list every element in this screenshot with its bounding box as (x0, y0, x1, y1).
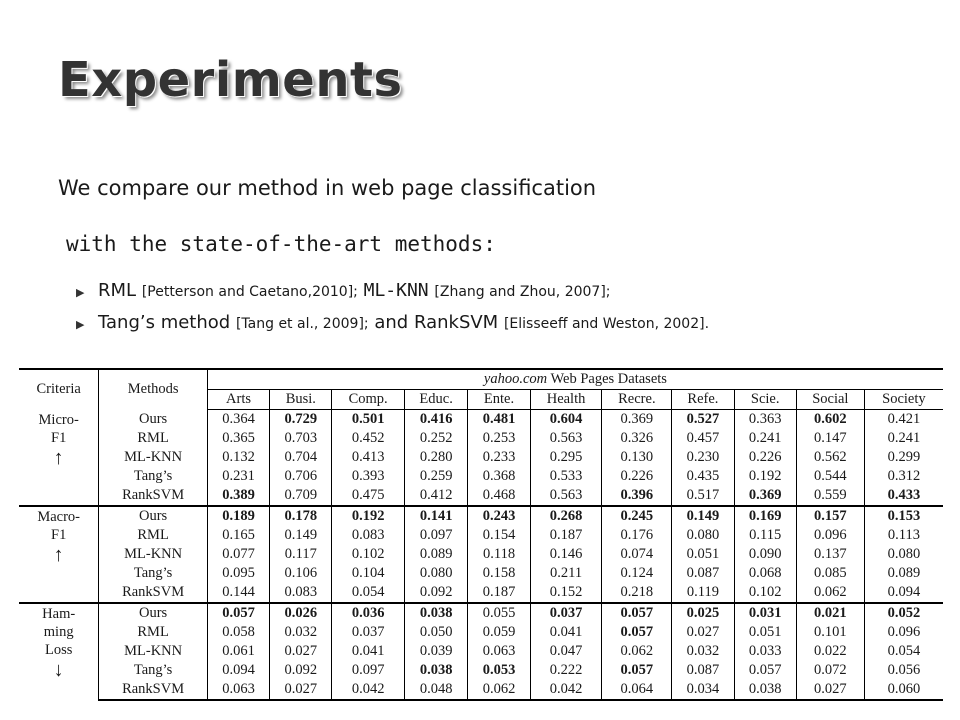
method-name-tang: Tang’s method (98, 312, 231, 333)
dataset-header: Scie. (734, 390, 796, 410)
criteria-label: ming (43, 624, 74, 640)
value-cell: 0.141 (404, 506, 468, 526)
criteria-cell (19, 506, 99, 603)
value-cell: 0.027 (672, 623, 734, 642)
value-cell: 0.192 (332, 506, 404, 526)
arrow-down-icon: ↓ (53, 659, 64, 681)
value-cell: 0.452 (332, 429, 404, 448)
value-cell: 0.152 (530, 583, 602, 603)
table-body (19, 410, 943, 701)
value-cell: 0.042 (530, 680, 602, 700)
value-cell: 0.501 (332, 410, 404, 430)
value-cell: 0.149 (270, 526, 332, 545)
value-cell: 0.245 (602, 506, 672, 526)
value-cell: 0.326 (602, 429, 672, 448)
value-cell: 0.080 (404, 564, 468, 583)
citation: [Elisseeff and Weston, 2002]. (503, 316, 710, 332)
method-cell: RML (99, 429, 208, 448)
value-cell: 0.230 (672, 448, 734, 467)
value-cell: 0.083 (270, 583, 332, 603)
table-row (19, 526, 943, 545)
value-cell: 0.433 (887, 487, 921, 503)
value-cell: 0.157 (796, 506, 864, 526)
value-cell: 0.259 (404, 467, 468, 486)
value-cell: 0.416 (404, 410, 468, 430)
bullet-item-1 (76, 280, 611, 301)
value-cell: 0.192 (734, 467, 796, 486)
value-cell: 0.034 (672, 680, 734, 700)
value-cell: 0.475 (332, 486, 404, 506)
value-cell: 0.517 (672, 486, 734, 506)
value-cell: 0.027 (796, 680, 864, 700)
value-cell: 0.729 (270, 410, 332, 430)
value-cell: 0.243 (468, 506, 530, 526)
value-cell: 0.563 (530, 429, 602, 448)
citation: [Petterson and Caetano,2010]; (141, 284, 358, 300)
value-cell: 0.054 (887, 643, 921, 659)
method-cell: Tang’s (99, 467, 208, 486)
value-cell: 0.038 (404, 603, 468, 623)
value-cell: 0.130 (602, 448, 672, 467)
value-cell: 0.312 (887, 468, 921, 484)
value-cell: 0.052 (864, 603, 943, 623)
value-cell: 0.226 (734, 448, 796, 467)
value-cell: 0.435 (672, 467, 734, 486)
table-caption-row (19, 369, 943, 390)
value-cell: 0.027 (270, 642, 332, 661)
method-cell: ML-KNN (99, 448, 208, 467)
value-cell: 0.089 (887, 565, 921, 581)
value-cell: 0.468 (468, 486, 530, 506)
table-row (19, 429, 943, 448)
value-cell: 0.280 (404, 448, 468, 467)
value-cell: 0.057 (734, 661, 796, 680)
value-cell: 0.706 (270, 467, 332, 486)
method-cell: RML (99, 526, 208, 545)
value-cell: 0.102 (734, 583, 796, 603)
value-cell: 0.412 (404, 486, 468, 506)
value-cell: 0.022 (796, 642, 864, 661)
value-cell: 0.457 (672, 429, 734, 448)
table-row (19, 506, 943, 526)
value-cell: 0.031 (734, 603, 796, 623)
conjunction: and (374, 312, 409, 333)
value-cell: 0.053 (468, 661, 530, 680)
value-cell: 0.218 (602, 583, 672, 603)
value-cell: 0.104 (332, 564, 404, 583)
table-row (19, 467, 943, 486)
value-cell: 0.090 (734, 545, 796, 564)
value-cell: 0.146 (530, 545, 602, 564)
value-cell: 0.389 (207, 486, 269, 506)
table-row (19, 661, 943, 680)
arrow-up-icon: ↑ (53, 446, 64, 469)
value-cell: 0.077 (207, 545, 269, 564)
value-cell: 0.368 (468, 467, 530, 486)
value-cell: 0.101 (796, 623, 864, 642)
value-cell: 0.113 (887, 527, 920, 543)
table-row (19, 680, 943, 700)
value-cell: 0.396 (602, 486, 672, 506)
value-cell: 0.119 (672, 583, 734, 603)
method-cell: Tang’s (99, 661, 208, 680)
slide-title: Experiments (58, 52, 403, 108)
table-row (19, 410, 943, 430)
value-cell: 0.189 (207, 506, 269, 526)
method-cell: ML-KNN (99, 642, 208, 661)
criteria-label: Ham- (42, 606, 76, 622)
value-cell: 0.021 (796, 603, 864, 623)
value-cell: 0.124 (602, 564, 672, 583)
value-cell: 0.178 (270, 506, 332, 526)
value-cell: 0.149 (672, 506, 734, 526)
value-cell: 0.369 (602, 410, 672, 430)
value-cell: 0.089 (404, 545, 468, 564)
value-cell: 0.064 (602, 680, 672, 700)
value-cell: 0.144 (207, 583, 269, 603)
value-cell: 0.055 (468, 603, 530, 623)
method-cell: ML-KNN (99, 545, 208, 564)
value-cell: 0.054 (332, 583, 404, 603)
dataset-header: Society (864, 390, 943, 410)
method-name-rml: RML (98, 280, 137, 301)
value-cell: 0.057 (602, 603, 672, 623)
value-cell: 0.042 (332, 680, 404, 700)
criteria-cell (19, 410, 99, 507)
value-cell: 0.096 (887, 624, 921, 640)
value-cell: 0.533 (530, 467, 602, 486)
value-cell: 0.527 (672, 410, 734, 430)
dataset-header: Social (796, 390, 864, 410)
value-cell: 0.295 (530, 448, 602, 467)
citation: [Tang et al., 2009]; (235, 316, 369, 332)
method-cell: RankSVM (99, 486, 208, 506)
dataset-header: Ente. (468, 390, 530, 410)
table-row (19, 564, 943, 583)
dataset-header: Comp. (332, 390, 404, 410)
method-cell: Tang’s (99, 564, 208, 583)
value-cell: 0.085 (796, 564, 864, 583)
value-cell: 0.481 (468, 410, 530, 430)
value-cell: 0.147 (796, 429, 864, 448)
value-cell: 0.231 (207, 467, 269, 486)
dataset-header: Health (530, 390, 602, 410)
citation: [Zhang and Zhou, 2007]; (434, 284, 611, 300)
value-cell: 0.165 (207, 526, 269, 545)
method-name-ranksvm: RankSVM (413, 312, 499, 333)
value-cell: 0.087 (672, 661, 734, 680)
value-cell: 0.604 (530, 410, 602, 430)
value-cell: 0.563 (530, 486, 602, 506)
value-cell: 0.253 (468, 429, 530, 448)
criteria-label: F1 (51, 429, 67, 446)
methods-header: Methods (99, 369, 208, 410)
value-cell: 0.032 (270, 623, 332, 642)
bullet-arrow-icon: ▶ (76, 318, 85, 331)
value-cell: 0.187 (530, 526, 602, 545)
value-cell: 0.097 (404, 526, 468, 545)
value-cell: 0.709 (270, 486, 332, 506)
value-cell: 0.094 (887, 584, 921, 600)
method-name-mlknn: ML-KNN (363, 280, 429, 301)
value-cell: 0.057 (602, 661, 672, 680)
method-cell: RankSVM (99, 583, 208, 603)
value-cell: 0.037 (332, 623, 404, 642)
value-cell: 0.118 (468, 545, 530, 564)
bullet-item-2 (76, 312, 709, 333)
value-cell: 0.132 (207, 448, 269, 467)
value-cell: 0.087 (672, 564, 734, 583)
value-cell: 0.074 (602, 545, 672, 564)
value-cell: 0.096 (796, 526, 864, 545)
value-cell: 0.072 (796, 661, 864, 680)
table-row (19, 583, 943, 603)
criteria-cell (19, 603, 99, 700)
value-cell: 0.092 (404, 583, 468, 603)
value-cell: 0.222 (530, 661, 602, 680)
value-cell: 0.363 (734, 410, 796, 430)
value-cell: 0.080 (887, 546, 921, 562)
value-cell: 0.241 (734, 429, 796, 448)
value-cell: 0.115 (734, 526, 796, 545)
value-cell: 0.062 (602, 642, 672, 661)
value-cell: 0.062 (468, 680, 530, 700)
value-cell: 0.169 (734, 506, 796, 526)
value-cell: 0.703 (270, 429, 332, 448)
value-cell: 0.039 (404, 642, 468, 661)
value-cell: 0.047 (530, 642, 602, 661)
dataset-header: Refe. (672, 390, 734, 410)
method-cell: RML (99, 623, 208, 642)
method-cell: Ours (99, 506, 208, 526)
value-cell: 0.063 (207, 680, 269, 700)
value-cell: 0.080 (672, 526, 734, 545)
criteria-label: Micro- (38, 411, 79, 428)
arrow-up-icon: ↑ (53, 544, 64, 566)
value-cell: 0.051 (734, 623, 796, 642)
dataset-caption-text: Web Pages Datasets (550, 371, 667, 387)
bullet-arrow-icon: ▶ (76, 286, 85, 299)
value-cell: 0.365 (207, 429, 269, 448)
intro-line-2: with the state-of-the-art methods: (66, 232, 496, 256)
dataset-header: Busi. (270, 390, 332, 410)
value-cell: 0.241 (887, 430, 921, 446)
value-cell: 0.704 (270, 448, 332, 467)
value-cell: 0.068 (734, 564, 796, 583)
value-cell: 0.056 (887, 662, 921, 678)
value-cell: 0.061 (207, 642, 269, 661)
value-cell: 0.268 (530, 506, 602, 526)
value-cell: 0.421 (887, 411, 921, 427)
intro-line-1: We compare our method in web page classification (58, 176, 597, 200)
value-cell: 0.211 (530, 564, 602, 583)
table-row (19, 486, 943, 506)
value-cell: 0.094 (207, 661, 269, 680)
value-cell: 0.041 (530, 623, 602, 642)
value-cell: 0.364 (207, 410, 269, 430)
value-cell: 0.226 (602, 467, 672, 486)
value-cell: 0.117 (270, 545, 332, 564)
value-cell: 0.062 (796, 583, 864, 603)
value-cell: 0.154 (468, 526, 530, 545)
value-cell: 0.036 (332, 603, 404, 623)
value-cell: 0.060 (864, 680, 943, 700)
dataset-header: Recre. (602, 390, 672, 410)
value-cell: 0.102 (332, 545, 404, 564)
criteria-label: Loss (44, 642, 73, 658)
value-cell: 0.033 (734, 642, 796, 661)
value-cell: 0.057 (602, 623, 672, 642)
value-cell: 0.041 (332, 642, 404, 661)
value-cell: 0.051 (672, 545, 734, 564)
method-cell: RankSVM (99, 680, 208, 700)
criteria-label: F1 (51, 527, 67, 543)
method-cell: Ours (99, 603, 208, 623)
value-cell: 0.057 (207, 603, 269, 623)
value-cell: 0.187 (468, 583, 530, 603)
table-row (19, 642, 943, 661)
value-cell: 0.393 (332, 467, 404, 486)
value-cell: 0.153 (864, 506, 943, 526)
value-cell: 0.027 (270, 680, 332, 700)
criteria-header: Criteria (19, 369, 99, 410)
value-cell: 0.092 (270, 661, 332, 680)
value-cell: 0.058 (207, 623, 269, 642)
value-cell: 0.233 (468, 448, 530, 467)
dataset-caption (207, 369, 943, 390)
value-cell: 0.095 (207, 564, 269, 583)
value-cell: 0.097 (332, 661, 404, 680)
value-cell: 0.038 (734, 680, 796, 700)
value-cell: 0.559 (796, 486, 864, 506)
table-row (19, 603, 943, 623)
value-cell: 0.106 (270, 564, 332, 583)
value-cell: 0.050 (404, 623, 468, 642)
table-row (19, 448, 943, 467)
value-cell: 0.025 (672, 603, 734, 623)
value-cell: 0.026 (270, 603, 332, 623)
value-cell: 0.252 (404, 429, 468, 448)
value-cell: 0.032 (672, 642, 734, 661)
value-cell: 0.137 (796, 545, 864, 564)
dataset-header: Arts (207, 390, 269, 410)
dataset-site: yahoo.com (483, 371, 548, 387)
value-cell: 0.059 (468, 623, 530, 642)
value-cell: 0.038 (404, 661, 468, 680)
value-cell: 0.176 (602, 526, 672, 545)
value-cell: 0.562 (796, 448, 864, 467)
value-cell: 0.037 (530, 603, 602, 623)
value-cell: 0.544 (796, 467, 864, 486)
value-cell: 0.083 (332, 526, 404, 545)
value-cell: 0.413 (332, 448, 404, 467)
results-table (19, 368, 943, 701)
table-row (19, 545, 943, 564)
value-cell: 0.063 (468, 642, 530, 661)
dataset-header: Educ. (404, 390, 468, 410)
method-cell: Ours (99, 410, 208, 430)
value-cell: 0.602 (796, 410, 864, 430)
criteria-label: Macro- (37, 509, 80, 525)
value-cell: 0.299 (887, 449, 921, 465)
table-row (19, 623, 943, 642)
value-cell: 0.158 (468, 564, 530, 583)
value-cell: 0.369 (734, 486, 796, 506)
value-cell: 0.048 (404, 680, 468, 700)
